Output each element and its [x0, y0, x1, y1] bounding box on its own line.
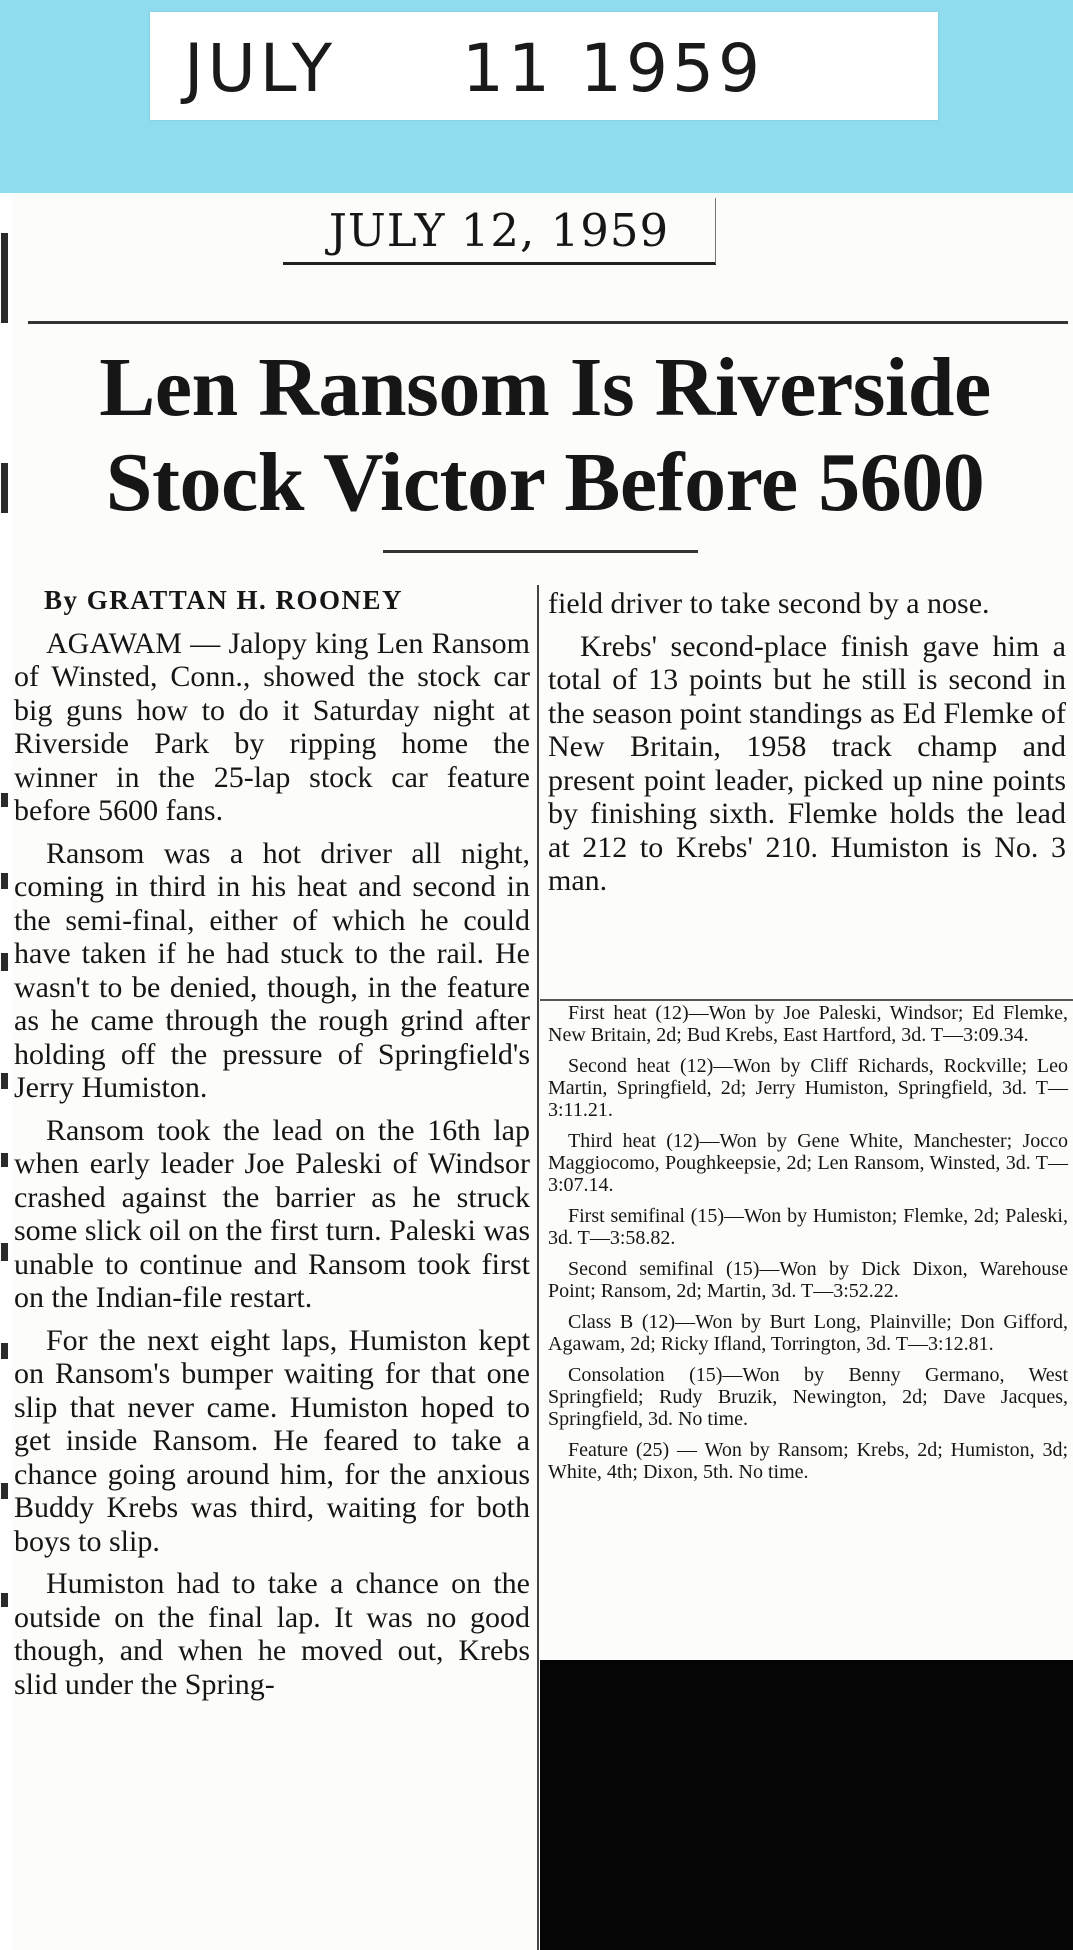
result-entry: Third heat (12)—Won by Gene White, Manchester; Jocco Maggiocomo, Poughkeepsie, 2d; Len Ransom, Winsted, 3d. T—3:07.14.	[548, 1130, 1068, 1196]
paragraph: Ransom took the lead on the 16th lap when early leader Joe Paleski of Windsor crashed against the barrier as he struck some slick oil on the first turn. Paleski was unable to continue and Ransom took first on the Indian-file restart.	[14, 1113, 530, 1314]
article-right-column	[548, 587, 1066, 898]
headline-rule	[383, 550, 698, 553]
result-entry: Class B (12)—Won by Burt Long, Plainville; Don Gifford, Agawam, 2d; Ricky Ifland, Torrington, 3d. T—3:12.81.	[548, 1311, 1068, 1355]
result-entry: Second heat (12)—Won by Cliff Richards, Rockville; Leo Martin, Springfield, 2d; Jerry Humiston, Springfield, 3d. T—3:11.21.	[548, 1055, 1068, 1121]
column-rule	[537, 585, 539, 1950]
scan-background-block	[540, 1660, 1073, 1950]
headline-line-2: Stock Victor Before 5600	[105, 436, 985, 529]
label-day: 11	[462, 30, 554, 107]
dateline-text: JULY 12, 1959	[328, 203, 670, 257]
label-year: 1959	[580, 30, 764, 107]
label-month: JULY	[184, 30, 337, 107]
result-entry: Consolation (15)—Won by Benny Germano, West Springfield; Rudy Bruzik, Newington, 2d; Dave Jacques, Springfield, 3d. No time.	[548, 1364, 1068, 1430]
race-results	[548, 1002, 1068, 1492]
headline	[20, 340, 1070, 530]
result-entry: First heat (12)—Won by Joe Paleski, Windsor; Ed Flemke, New Britain, 2d; Bud Krebs, East Hartford, 3d. T—3:09.34.	[548, 1002, 1068, 1046]
paragraph: Ransom was a hot driver all night, coming in third in his heat and second in the semi-final, either of which he could have taken if he had stuck to the rail. He wasn't to be denied, though, in the feature as he came through the rough grind after holding off the pressure of Springfield's Jerry Humiston.	[14, 836, 530, 1104]
header-rule	[28, 321, 1068, 324]
result-entry: First semifinal (15)—Won by Humiston; Flemke, 2d; Paleski, 3d. T—3:58.82.	[548, 1205, 1068, 1249]
paragraph: AGAWAM — Jalopy king Len Ransom of Winsted, Conn., showed the stock car big guns how to do it Saturday night at Riverside Park by ripping home the winner in the 25-lap stock car feature before 5600 fans.	[14, 626, 530, 827]
clipping-left-edge	[0, 193, 12, 1950]
headline-line-1: Len Ransom Is Riverside	[99, 341, 991, 434]
dateline	[283, 198, 716, 265]
results-rule	[540, 999, 1073, 1001]
paragraph: Humiston had to take a chance on the outside on the final lap. It was no good though, and when he moved out, Krebs slid under the Spring-	[14, 1567, 530, 1701]
paragraph: For the next eight laps, Humiston kept on Ransom's bumper waiting for that one slip that never came. Humiston hoped to get inside Ransom. He feared to take a chance going around him, for the anxious Buddy Krebs was third, waiting for both boys to slip.	[14, 1323, 530, 1558]
byline: By GRATTAN H. ROONEY	[44, 585, 404, 615]
paragraph: Krebs' second-place finish gave him a total of 13 points but he still is second in the season point standings as Ed Flemke of New Britain, 1958 track champ and present point leader, picked up nine points by finishing sixth. Flemke holds the lead at 212 to Krebs' 210. Humiston is No. 3 man.	[548, 629, 1066, 897]
result-entry: Feature (25) — Won by Ransom; Krebs, 2d; Humiston, 3d; White, 4th; Dixon, 5th. No time.	[548, 1439, 1068, 1483]
handwritten-date-label	[150, 12, 938, 120]
paragraph: field driver to take second by a nose.	[548, 587, 990, 620]
article-left-column	[14, 584, 530, 1701]
result-entry: Second semifinal (15)—Won by Dick Dixon, Warehouse Point; Ransom, 2d; Martin, 3d. T—3:52.22.	[548, 1258, 1068, 1302]
